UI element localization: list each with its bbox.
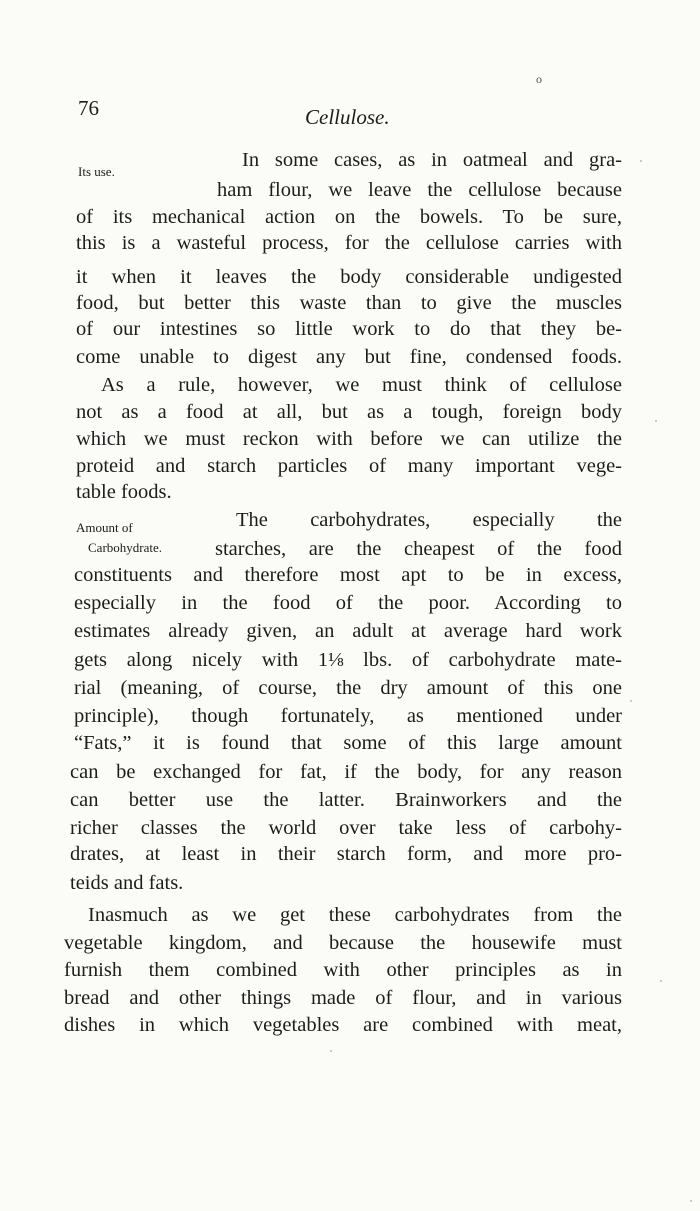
text-line: gets along nicely with 1⅛ lbs. of carbohydrate mate-: [74, 649, 622, 671]
paper-speck: [640, 160, 642, 162]
running-title: Cellulose.: [305, 105, 390, 129]
text-line: which we must reckon with before we can utilize the: [76, 428, 622, 450]
text-line: table foods.: [76, 481, 172, 503]
text-line: this is a wasteful process, for the cellulose carries with: [76, 232, 622, 254]
paper-speck: [330, 1050, 332, 1052]
text-line: bread and other things made of flour, and in various: [64, 987, 622, 1009]
text-line: of its mechanical action on the bowels. To be sure,: [76, 206, 622, 228]
text-line: As a rule, however, we must think of cellulose: [101, 374, 622, 396]
text-line: drates, at least in their starch form, and more pro-: [70, 843, 622, 865]
text-line: “Fats,” it is found that some of this large amount: [74, 732, 622, 754]
text-line: In some cases, as in oatmeal and gra-: [242, 149, 622, 171]
margin-note-amount-of: Amount of: [76, 520, 133, 535]
text-line: The carbohydrates, especially the: [236, 509, 622, 531]
text-line: can better use the latter. Brainworkers and the: [70, 789, 622, 811]
text-line: furnish them combined with other principles as in: [64, 959, 622, 981]
margin-note-carbohydrate: Carbohydrate.: [88, 540, 163, 555]
paper-speck: [655, 420, 657, 422]
text-line: vegetable kingdom, and because the housewife must: [64, 932, 622, 954]
text-line: Inasmuch as we get these carbohydrates from the: [88, 904, 622, 926]
text-line: ham flour, we leave the cellulose because: [217, 179, 622, 201]
text-line: proteid and starch particles of many important vege-: [76, 455, 622, 477]
text-line: especially in the food of the poor. According to: [74, 592, 622, 614]
text-line: it when it leaves the body considerable undigested: [76, 266, 622, 288]
text-line: estimates already given, an adult at average hard work: [74, 620, 622, 642]
paper-speck: [660, 980, 662, 982]
text-line: teids and fats.: [70, 872, 184, 894]
text-line: constituents and therefore most apt to be in excess,: [74, 564, 622, 586]
text-line: come unable to digest any but fine, condensed foods.: [76, 346, 622, 368]
text-line: principle), though fortunately, as mentioned under: [74, 705, 622, 727]
text-line: can be exchanged for fat, if the body, for any reason: [70, 761, 622, 783]
text-line: of our intestines so little work to do that they be-: [76, 318, 622, 340]
text-line: richer classes the world over take less of carbohy-: [70, 817, 622, 839]
text-line: not as a food at all, but as a tough, foreign body: [76, 401, 622, 423]
paper-speck: [630, 700, 632, 702]
page-number: 76: [78, 96, 99, 120]
text-line: food, but better this waste than to give the muscles: [76, 292, 622, 314]
text-line: starches, are the cheapest of the food: [215, 538, 622, 560]
text-line: dishes in which vegetables are combined with meat,: [64, 1014, 622, 1036]
corner-mark: o: [536, 72, 542, 86]
margin-note-its-use: Its use.: [78, 164, 115, 179]
text-line: rial (meaning, of course, the dry amount of this one: [74, 677, 622, 699]
paper-speck: [690, 1200, 692, 1202]
